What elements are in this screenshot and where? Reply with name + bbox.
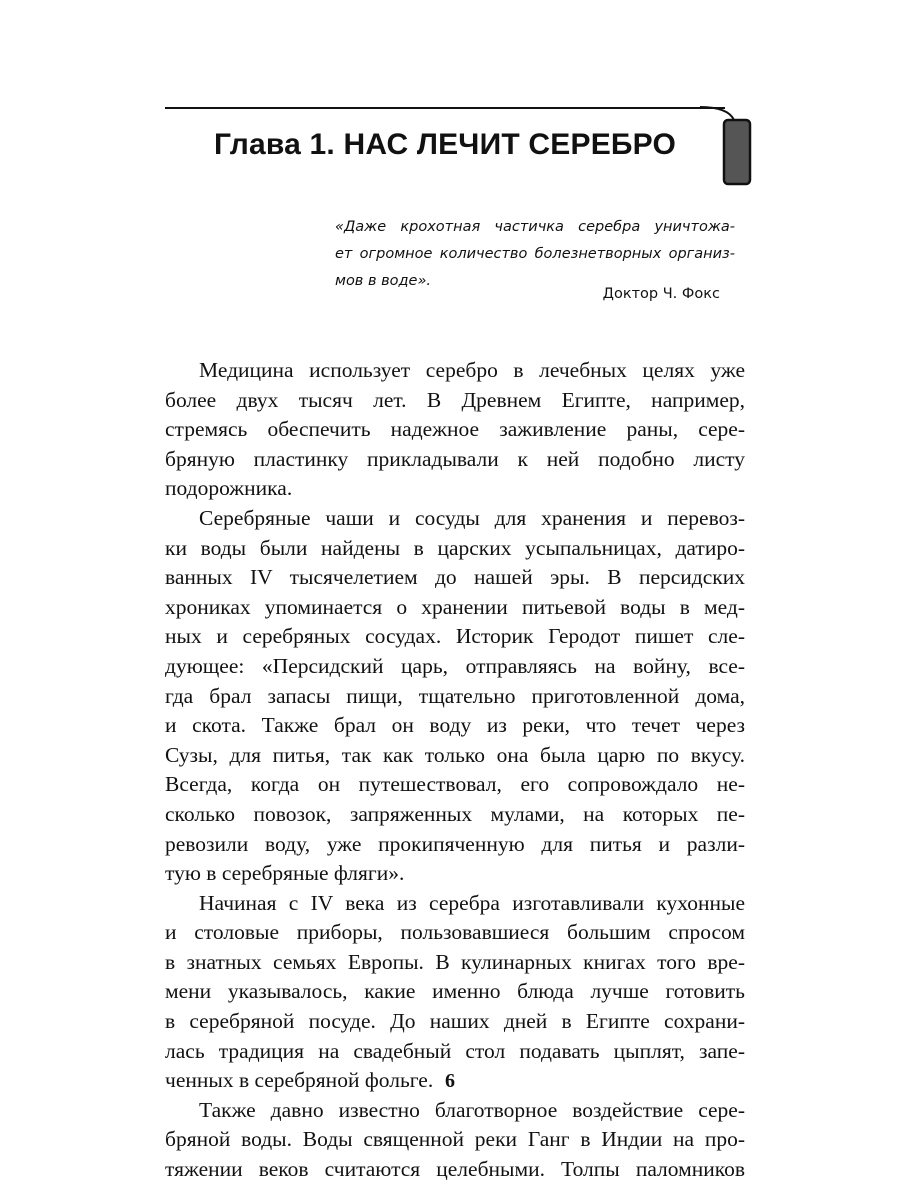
body-line: и скота. Также брал он воду из реки, что течет через (165, 713, 745, 738)
body-line: более двух тысяч лет. В Древнем Египте, например, (165, 387, 745, 412)
body-line: Также давно известно благотворное воздействие сере- (199, 1097, 745, 1122)
body-line: ревозили воду, уже прокипяченную для питья и разли- (165, 831, 745, 856)
body-line: тую в серебряные фляги». (165, 861, 405, 886)
body-line: Начиная с IV века из серебра изготавливали кухонные (199, 890, 745, 915)
chapter-title: Глава 1. НАС ЛЕЧИТ СЕРЕБРО (213, 128, 677, 161)
body-line: лась традиция на свадебный стол подавать цыплят, запе- (165, 1038, 745, 1063)
body-line: дующее: «Персидский царь, отправляясь на войну, все- (165, 653, 745, 678)
body-line: стремясь обеспечить надежное заживление раны, сере- (165, 417, 745, 442)
body-line: ных и серебряных сосудах. Историк Геродот пишет сле- (165, 624, 745, 649)
body-line: бряную пластинку прикладывали к ней подобно листу (165, 446, 745, 471)
body-line: и столовые приборы, пользовавшиеся большим спросом (165, 920, 745, 945)
body-line: подорожника. (165, 476, 293, 501)
epigraph (335, 214, 735, 295)
body-line: ванных IV тысячелетием до нашей эры. В персидских (165, 565, 745, 590)
body-line: мени указывалось, какие именно блюда лучше готовить (165, 979, 745, 1004)
body-line: ки воды были найдены в царских усыпальницах, датиро- (165, 535, 745, 560)
header-rule (165, 107, 725, 109)
body-line: тяжении веков считаются целебными. Толпы паломников (165, 1157, 745, 1182)
page-number: 6 (445, 1070, 455, 1092)
body-line: ченных в серебряной фольге. (165, 1068, 434, 1093)
body-line: бряной воды. Воды священной реки Ганг в Индии на про- (165, 1127, 745, 1152)
epigraph-line: мов в воде». (335, 273, 432, 289)
epigraph-line: ет огромное количество болезнетворных организ- (335, 246, 735, 262)
body-line: гда брал запасы пищи, тщательно приготовленной дома, (165, 683, 745, 708)
body-line: Всегда, когда он путешествовал, его сопровождало не- (165, 772, 745, 797)
body-line: Сузы, для питья, так как только она была царю по вкусу. (165, 742, 745, 767)
body-line: в знатных семьях Европы. В кулинарных книгах того вре- (165, 949, 745, 974)
epigraph-author: Доктор Ч. Фокс (602, 286, 720, 302)
body-line: хрониках упоминается о хранении питьевой воды в мед- (165, 594, 745, 619)
epigraph-line: «Даже крохотная частичка серебра уничтожа- (335, 219, 735, 235)
body-text (165, 356, 745, 1185)
body-line: Серебряные чаши и сосуды для хранения и перевоз- (199, 505, 745, 530)
body-line: сколько повозок, запряженных мулами, на которых пе- (165, 801, 745, 826)
body-line: Медицина использует серебро в лечебных целях уже (199, 358, 745, 382)
body-line: в серебряной посуде. До наших дней в Египте сохрани- (165, 1009, 745, 1034)
